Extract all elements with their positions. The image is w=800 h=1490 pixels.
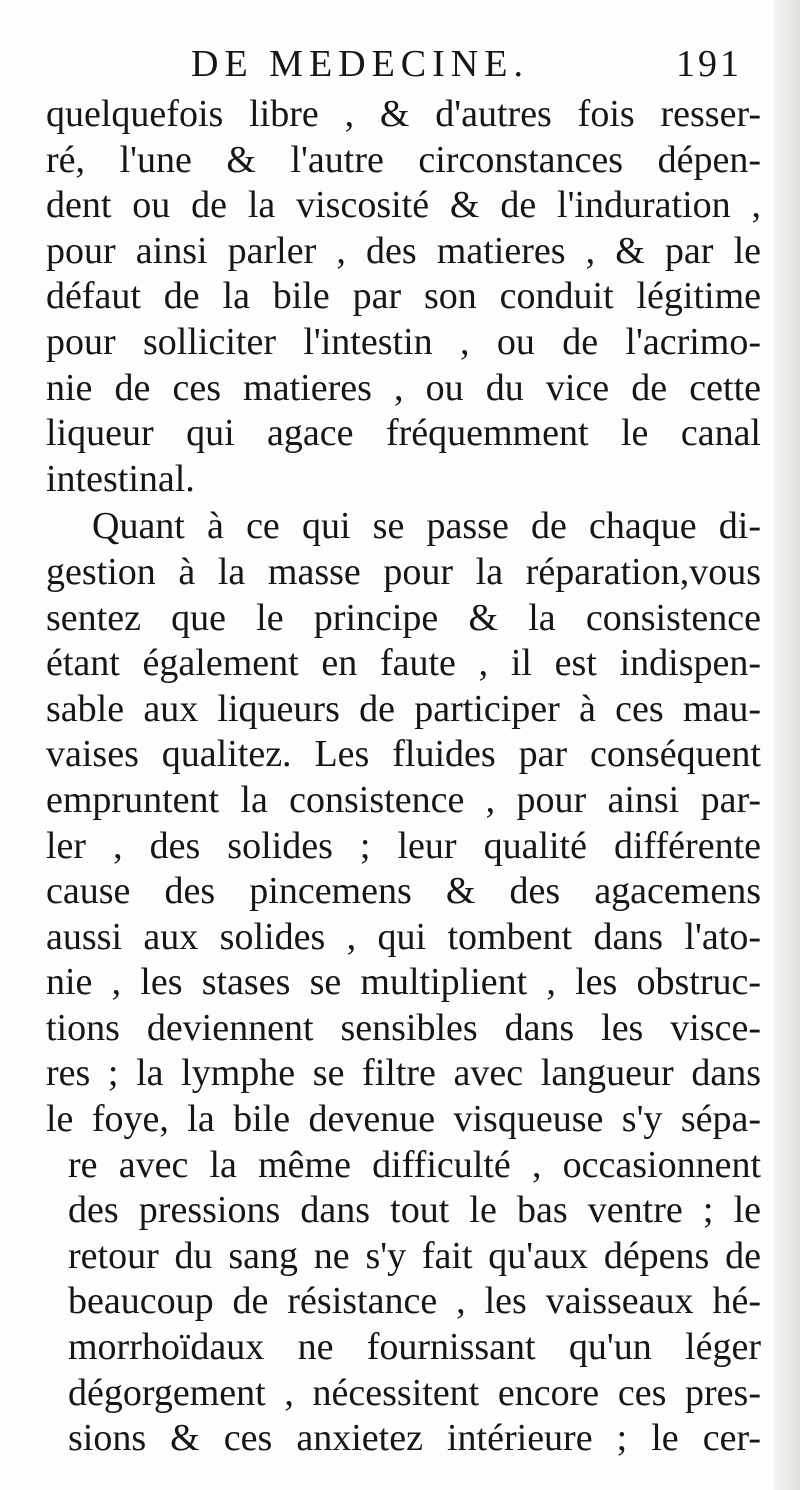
text-line: Quant à ce qui se passe de chaque di- xyxy=(92,505,761,548)
page-number: 191 xyxy=(676,43,742,85)
text-line: étant également en faute , il est indispen- xyxy=(46,642,761,685)
text-line: défaut de la bile par son conduit légitime xyxy=(46,275,761,318)
text-line: ré, l'une & l'autre circonstances dépen- xyxy=(46,138,761,181)
page-edge-shadow xyxy=(774,0,800,1490)
page-header xyxy=(46,38,742,90)
text-line: gestion à la masse pour la réparation,vous xyxy=(46,550,761,593)
text-line: nie de ces matieres , ou du vice de cette xyxy=(46,366,761,409)
text-line: liqueur qui agace fréquemment le canal xyxy=(46,412,761,455)
text-line: pour solliciter l'intestin , ou de l'acrimo- xyxy=(46,320,761,363)
running-head: DE MEDECINE. xyxy=(191,43,529,85)
text-line: dégorgement , nécessitent encore ces pres- xyxy=(68,1371,761,1414)
text-line: ler , des solides ; leur qualité différente xyxy=(46,824,761,867)
text-line: des pressions dans tout le bas ventre ; le xyxy=(68,1189,761,1232)
body-text xyxy=(46,92,761,1462)
text-line: aussi aux solides , qui tombent dans l'ato- xyxy=(46,915,761,958)
text-line: res ; la lymphe se filtre avec langueur dans xyxy=(46,1052,761,1095)
text-line: pour ainsi parler , des matieres , & par le xyxy=(46,229,761,272)
text-line: beaucoup de résistance , les vaisseaux hé- xyxy=(68,1280,761,1323)
text-line: sable aux liqueurs de participer à ces mau- xyxy=(46,687,761,730)
text-line: dent ou de la viscosité & de l'induration , xyxy=(46,184,761,227)
text-line: sentez que le principe & la consistence xyxy=(46,596,761,639)
text-line: tions deviennent sensibles dans les visce- xyxy=(46,1006,761,1049)
text-line: cause des pincemens & des agacemens xyxy=(46,870,761,913)
text-line: le foye, la bile devenue visqueuse s'y sépa- xyxy=(46,1098,761,1141)
text-line: vaises qualitez. Les fluides par conséquent xyxy=(46,733,761,776)
text-line: morrhoïdaux ne fournissant qu'un léger xyxy=(68,1326,761,1369)
paragraph-1 xyxy=(46,92,761,502)
text-line: retour du sang ne s'y fait qu'aux dépens de xyxy=(68,1234,761,1277)
text-line: empruntent la consistence , pour ainsi par- xyxy=(46,778,761,821)
text-line: quelquefois libre , & d'autres fois resser- xyxy=(46,93,761,135)
text-line: sions & ces anxietez intérieure ; le cer- xyxy=(68,1417,761,1460)
paragraph-2 xyxy=(46,504,761,1461)
text-line: re avec la même difficulté , occasionnent xyxy=(68,1143,761,1186)
text-line: intestinal. xyxy=(46,457,195,500)
text-line: nie , les stases se multiplient , les obstruc- xyxy=(46,961,761,1004)
